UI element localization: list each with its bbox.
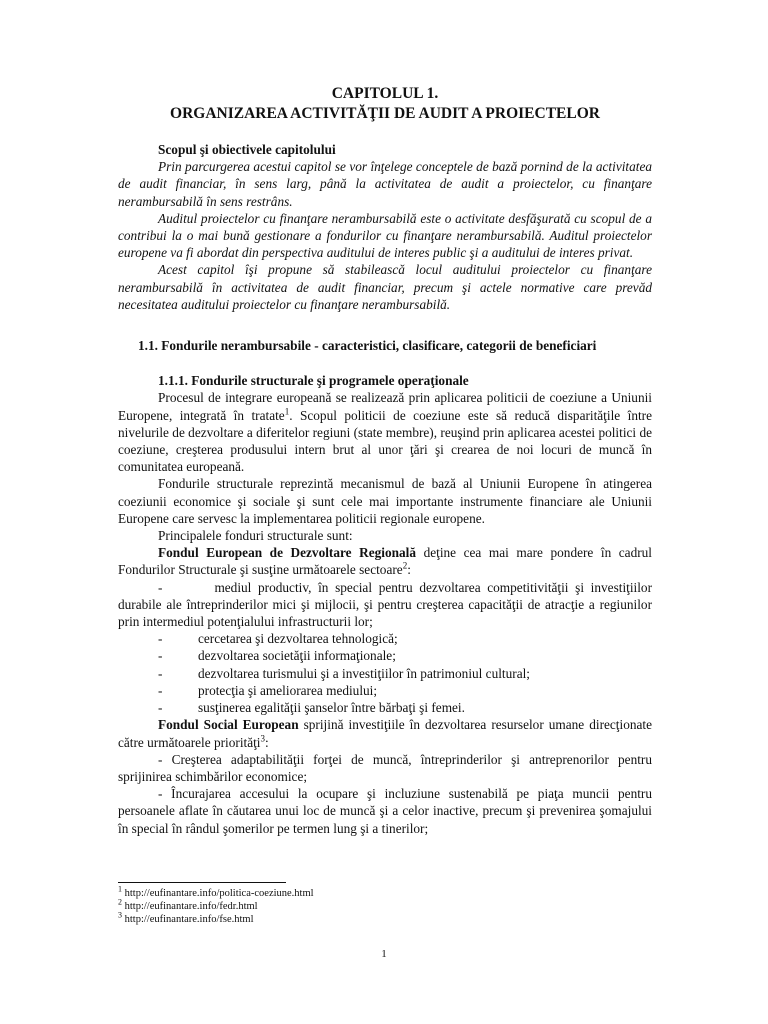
dash-3: -: [158, 648, 163, 664]
page-number: 1: [381, 948, 387, 960]
footnote-ref-3[interactable]: 3: [260, 733, 265, 744]
fedr-item-1: [118, 579, 652, 631]
footnote-3: [118, 910, 652, 926]
fedr-item-3: [118, 647, 652, 664]
paragraph-fedr: [118, 544, 652, 578]
fedr-name: Fondul European de Dezvoltare Regională: [158, 545, 417, 561]
fedr-item-4: [118, 665, 652, 682]
page-content: [118, 84, 652, 837]
fedr-item-6-text: susţinerea egalităţii şanselor între bărbaţi şi femei.: [198, 700, 465, 716]
paragraph-fse: [118, 716, 652, 750]
fedr-item-3-text: dezvoltarea societăţii informaţionale;: [198, 648, 396, 664]
footnote-2-link[interactable]: http://eufinantare.info/fedr.html: [122, 901, 258, 912]
footnote-divider: [118, 882, 286, 883]
chapter-title: ORGANIZAREA ACTIVITĂŢII DE AUDIT A PROIECTELOR: [170, 105, 600, 122]
fedr-item-5-text: protecţia şi ameliorarea mediului;: [198, 682, 378, 698]
section-heading-1-1-1: 1.1.1. Fondurile structurale şi programele operaţionale: [158, 373, 469, 389]
footnote-1-number: 1: [118, 884, 122, 894]
paragraph-cohesion: [118, 389, 652, 475]
chapter-label: CAPITOLUL 1.: [331, 85, 439, 102]
fse-name: Fondul Social European: [158, 717, 299, 733]
fedr-item-4-text: dezvoltarea turismului şi a investiţiilor în patrimoniul cultural;: [198, 665, 530, 681]
fedr-item-6: [118, 699, 652, 716]
section-heading-1-1: 1.1. Fondurile nerambursabile - caracteristici, clasificare, categorii de beneficiari: [138, 338, 597, 354]
dash-2: -: [158, 631, 163, 647]
fedr-item-2: [118, 630, 652, 647]
fse-colon: :: [265, 734, 269, 750]
fse-item-2: - Încurajarea accesului la ocupare şi incluziune sustenabilă pe piaţa muncii pentru persoanele aflate în căutarea unui loc de muncă şi a celor inactive, precum şi prevenirea şomajului în special în rândul şomerilor pe termen lung şi a tinerilor;: [118, 786, 652, 836]
footnote-2: [118, 897, 652, 913]
objectives-paragraph-1: Prin parcurgerea acestui capitol se vor înţelege conceptele de bază pornind de la activitatea de audit financiar, în sens larg, până la activitatea de audit a proiectelor, cu finanţare nerambursabilă în sens restrâns.: [118, 159, 652, 209]
fedr-item-5: [118, 682, 652, 699]
fedr-text: deţine cea mai mare pondere în cadrul Fondurilor Structurale şi susţine următoarele sectoare: [118, 545, 653, 578]
dash-4: -: [158, 665, 163, 681]
fedr-item-1-text: mediul productiv, în special pentru dezvoltarea competitivităţii şi investiţiilor durabile ale întreprinderilor mici şi mijlocii, şi pentru creşterea capacităţii de atracţie a regiunilor prin intermediul potenţialului infrastructurii lor;: [118, 579, 652, 630]
footnote-2-number: 2: [118, 897, 122, 907]
objectives-paragraph-2: Auditul proiectelor cu finanţare nerambursabilă este o activitate desfăşurată cu scopul de a contribui la o mai bună gestionare a fondurilor cu finanţare nerambursabilă. Auditul proiectelor europene va fi abordat din perspectiva auditului de interes public şi a auditului de interes privat.: [118, 210, 652, 261]
footnote-1-link[interactable]: http://eufinantare.info/politica-coeziune.html: [122, 888, 314, 899]
objectives-heading: Scopul şi obiectivele capitolului: [158, 142, 336, 157]
objectives-paragraph-3: Acest capitol îşi propune să stabilească locul auditului proiectelor cu finanţare nerambursabilă în activitatea de audit financiar, precum şi actele normative care prevăd necesitatea auditului proiectelor cu finanţare nerambursabilă.: [118, 262, 652, 312]
paragraph-structural-funds: Fondurile structurale reprezintă mecanismul de bază al Uniunii Europene în atingerea coeziunii economice şi sociale şi sunt cele mai importante instrumente financiare ale Uniunii Europene care servesc la implementarea politicii regionale europene.: [118, 476, 652, 526]
dash-5: -: [158, 682, 163, 698]
paragraph-main-funds: Principalele fonduri structurale sunt:: [158, 528, 353, 544]
paragraph-cohesion-part-a: Procesul de integrare europeană se realizează prin aplicarea politicii de coeziune a Uniunii Europene, integrată în tratate: [118, 390, 652, 423]
footnote-3-link[interactable]: http://eufinantare.info/fse.html: [122, 914, 254, 925]
footnote-ref-2[interactable]: 2: [402, 561, 408, 572]
footnote-1: [118, 884, 652, 900]
dash-6: -: [158, 700, 163, 716]
footnotes: [118, 882, 652, 926]
dash-1: -: [158, 579, 163, 595]
fse-item-1: - Creşterea adaptabilităţii forţei de muncă, întreprinderilor şi antreprenorilor pentru sprijinirea schimbărilor economice;: [118, 751, 652, 784]
fedr-colon: :: [407, 562, 411, 578]
footnote-ref-1[interactable]: 1: [284, 406, 290, 417]
footnote-3-number: 3: [118, 910, 122, 920]
fedr-item-2-text: cercetarea şi dezvoltarea tehnologică;: [198, 631, 398, 647]
fse-text: sprijină investiţiile în dezvoltarea resurselor umane direcţionate către următoarele priorităţi: [118, 717, 652, 750]
paragraph-cohesion-part-b: . Scopul politicii de coeziune este să reducă disparităţile între nivelurile de dezvoltare a diferitelor regiuni (state membre), reuşind prin aplicarea acestei politici de coeziune, creşterea produsului intern brut al unor ţări şi crearea de noi locuri de muncă în comunitatea europeană.: [118, 407, 652, 475]
